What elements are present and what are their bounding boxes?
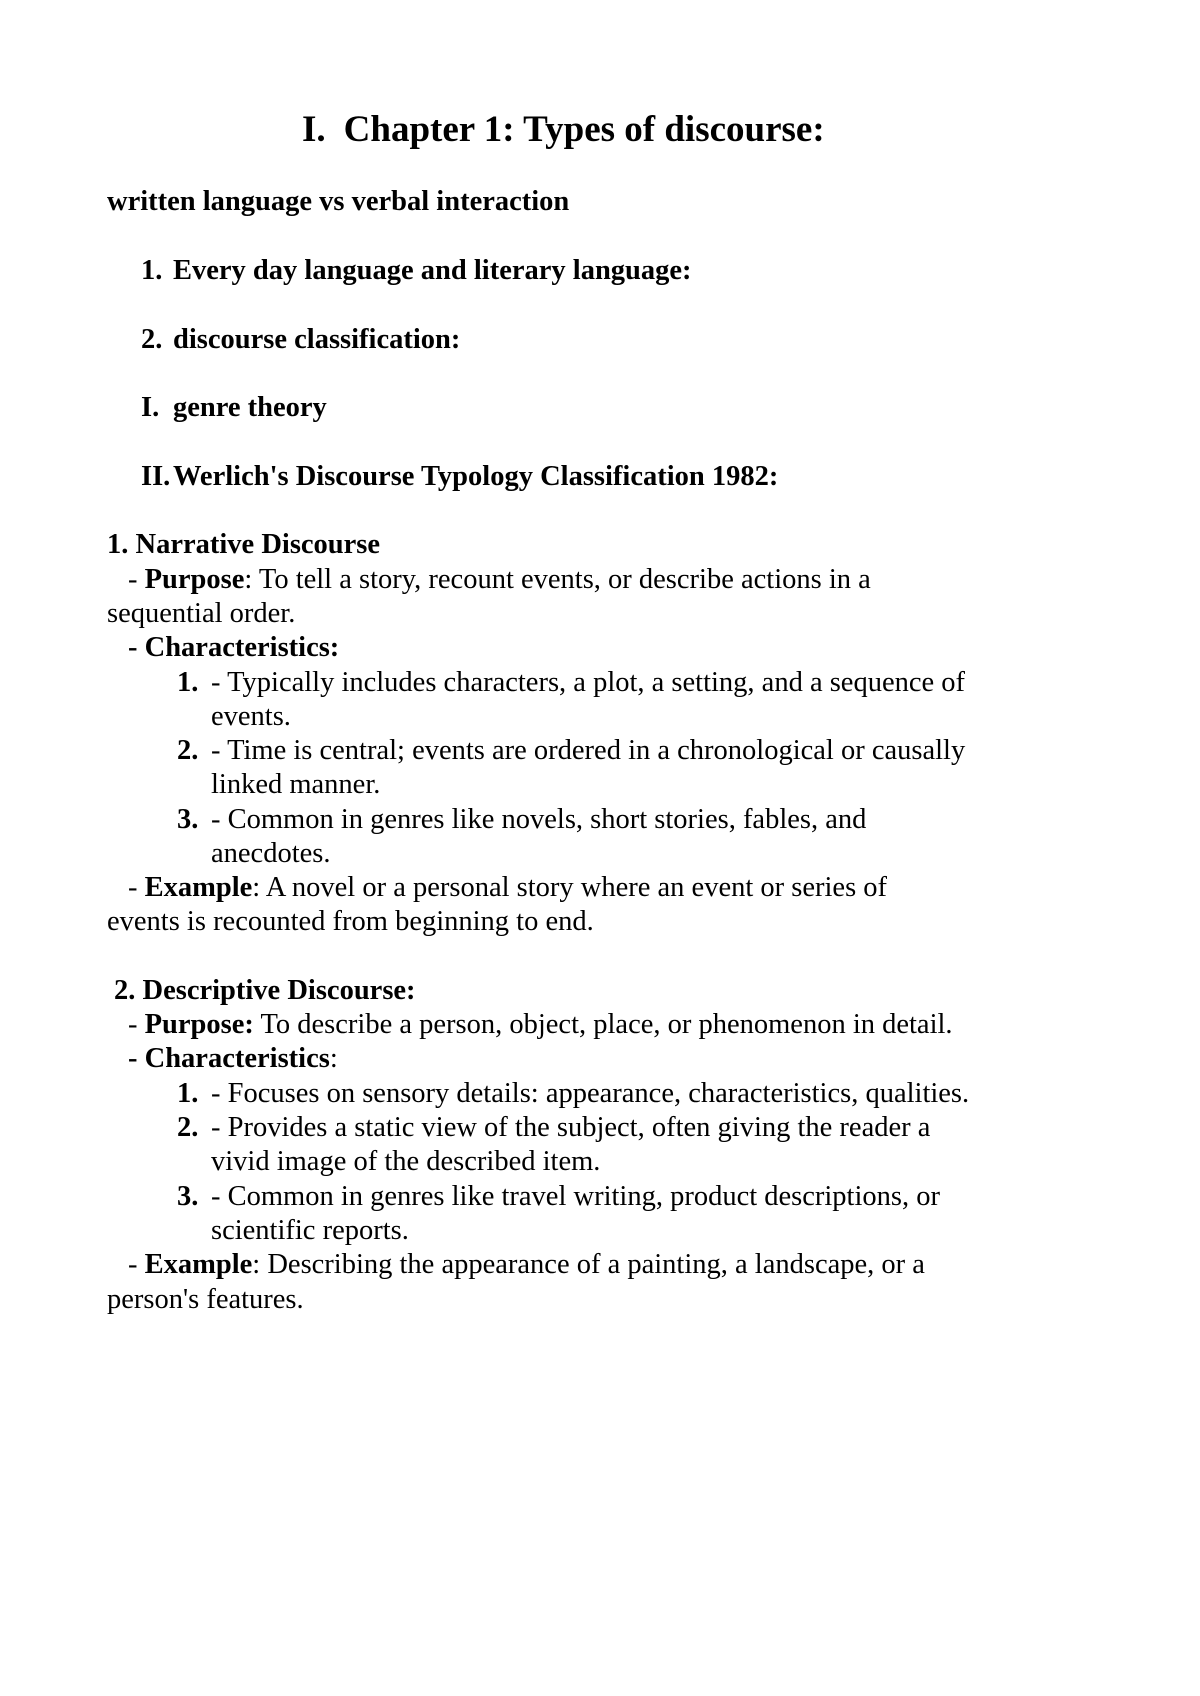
list-item-text: - Time is central; events are ordered in a chronological or causally xyxy=(211,735,966,766)
outline-marker: II. xyxy=(141,461,171,492)
example-text-cont: person's features. xyxy=(107,1284,304,1315)
list-item-text-cont: vivid image of the described item. xyxy=(211,1146,601,1177)
outline-marker: 1. xyxy=(141,255,163,286)
list-number: 1. xyxy=(177,667,199,698)
characteristics-label: Characteristics xyxy=(144,1043,330,1074)
list-item-text: - Common in genres like novels, short stories, fables, and xyxy=(211,804,867,835)
list-item-text-cont: anecdotes. xyxy=(211,838,331,869)
section-heading: 1. Narrative Discourse xyxy=(107,529,381,560)
list-number: 3. xyxy=(177,804,199,835)
list-item-text: - Focuses on sensory details: appearance, characteristics, qualities. xyxy=(211,1078,970,1109)
list-number: 2. xyxy=(177,1112,199,1143)
example-line: - Example: A novel or a personal story where an event or series of xyxy=(128,872,888,903)
example-label: Example xyxy=(144,872,253,903)
outline-item: Werlich's Discourse Typology Classification 1982: xyxy=(173,461,779,492)
chapter-title: Chapter 1: Types of discourse: xyxy=(343,109,825,150)
outline-marker: 2. xyxy=(141,324,163,355)
list-item-text-cont: events. xyxy=(211,701,291,732)
list-item-text: - Typically includes characters, a plot, a setting, and a sequence of xyxy=(211,667,966,698)
purpose-text: : To tell a story, recount events, or describe actions in a xyxy=(244,564,871,595)
subheading: written language vs verbal interaction xyxy=(107,186,570,217)
purpose-text: To describe a person, object, place, or phenomenon in detail. xyxy=(253,1009,953,1040)
characteristics-label: Characteristics: xyxy=(144,632,340,663)
chapter-number: I. xyxy=(302,109,326,150)
example-text: : Describing the appearance of a painting, a landscape, or a xyxy=(252,1249,925,1280)
list-item-text: - Common in genres like travel writing, product descriptions, or xyxy=(211,1181,940,1212)
list-number: 2. xyxy=(177,735,199,766)
characteristics-line: - Characteristics: xyxy=(128,1043,338,1074)
chapter-heading xyxy=(302,108,825,152)
purpose-label: Purpose: xyxy=(144,1009,254,1040)
list-item-text: - Provides a static view of the subject, often giving the reader a xyxy=(211,1112,931,1143)
purpose-line: - Purpose: To tell a story, recount events, or describe actions in a xyxy=(128,564,871,595)
list-item-text-cont: scientific reports. xyxy=(211,1215,409,1246)
list-number: 3. xyxy=(177,1181,199,1212)
example-text: : A novel or a personal story where an event or series of xyxy=(252,872,888,903)
example-line: - Example: Describing the appearance of a painting, a landscape, or a xyxy=(128,1249,925,1280)
outline-item: discourse classification: xyxy=(173,324,461,355)
characteristics-line: - Characteristics: xyxy=(128,632,340,663)
list-item-text-cont: linked manner. xyxy=(211,769,381,800)
outline-marker: I. xyxy=(141,392,160,423)
purpose-label: Purpose xyxy=(144,564,245,595)
example-text-cont: events is recounted from beginning to end. xyxy=(107,906,594,937)
list-number: 1. xyxy=(177,1078,199,1109)
characteristics-suffix: : xyxy=(329,1043,338,1074)
outline-item: genre theory xyxy=(173,392,327,423)
purpose-text-cont: sequential order. xyxy=(107,598,296,629)
section-heading: 2. Descriptive Discourse: xyxy=(114,975,416,1006)
outline-item: Every day language and literary language: xyxy=(173,255,692,286)
purpose-line: - Purpose: To describe a person, object, place, or phenomenon in detail. xyxy=(128,1009,953,1040)
example-label: Example xyxy=(144,1249,253,1280)
